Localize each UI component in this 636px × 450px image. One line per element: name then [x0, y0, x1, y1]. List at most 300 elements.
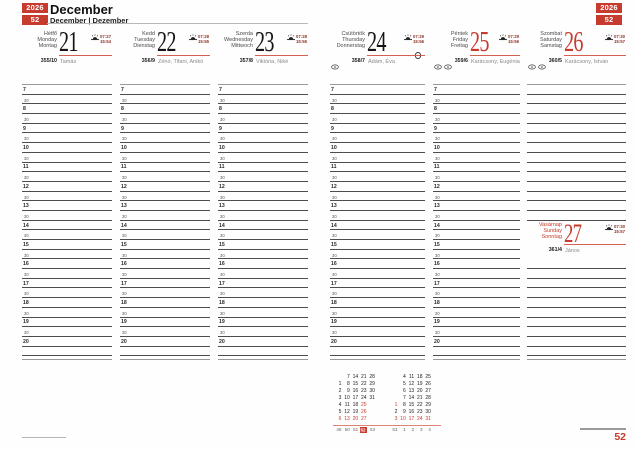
sunset-time: 15:56 [508, 39, 519, 44]
mini-cal-week: 53 [369, 427, 375, 433]
time-slot-line: 9 [120, 124, 210, 134]
day-underline [157, 55, 210, 56]
mini-cal-day: 25 [425, 374, 431, 380]
time-slot-line: 10 [120, 143, 210, 153]
mini-cal-day: 27 [361, 416, 367, 422]
time-slot-line: 30 [22, 192, 112, 202]
time-slot-line: 30 [330, 192, 425, 202]
time-slot-line: 19 [330, 318, 425, 328]
time-slot-line: 8 [218, 104, 308, 114]
time-slot-line: 8 [22, 104, 112, 114]
footer-rule-left [22, 437, 66, 438]
time-slot-line: 30 [120, 95, 210, 105]
mini-cal-day: 19 [416, 381, 423, 387]
time-slot-line: 18 [22, 298, 112, 308]
namedays: Karácsony, István [565, 58, 609, 65]
time-slot-line: 30 [22, 308, 112, 318]
time-slot-line: 30 [120, 133, 210, 143]
sun-times [91, 34, 112, 44]
mini-cal-day: 4 [402, 374, 406, 380]
time-slot-line: 30 [330, 269, 425, 279]
time-slot-line: 30 [120, 230, 210, 240]
week-number-label: 52 [22, 15, 48, 25]
day-column-22 [120, 28, 210, 366]
note-line [527, 85, 626, 95]
time-slot-line: 30 [218, 192, 308, 202]
year-label: 2026 [596, 3, 622, 13]
day-number: 24 [367, 27, 386, 58]
note-line [527, 143, 626, 153]
holiday-marker-icon [444, 64, 452, 70]
sun-times [189, 34, 210, 44]
time-slot-line: 30 [330, 95, 425, 105]
sunrise-time: 07:29 [508, 34, 519, 39]
time-slot-line: 30 [330, 133, 425, 143]
time-slot-line: 18 [218, 298, 308, 308]
sunset-icon [189, 34, 197, 41]
current-week-highlight: 52 [360, 427, 366, 433]
time-slot-line: 16 [218, 259, 308, 269]
time-slot-line: 30 [433, 95, 520, 105]
time-slot-line: 30 [218, 288, 308, 298]
mini-cal-day: 23 [416, 409, 423, 415]
mini-cal-day: 2 [394, 409, 398, 415]
mini-cal-day: 14 [352, 374, 359, 380]
time-slot-line: 30 [433, 327, 520, 337]
namedays: János [565, 247, 580, 254]
mini-cal-day: 5 [338, 409, 342, 415]
note-line [527, 201, 626, 211]
mini-cal-day: 24 [361, 395, 367, 401]
mini-cal-day: 18 [416, 374, 423, 380]
time-slot-line: 30 [22, 114, 112, 124]
holiday-marker-icon [434, 64, 442, 70]
time-slot-line: 16 [22, 259, 112, 269]
mini-cal-day: 12 [408, 381, 415, 387]
mini-cal-week [358, 428, 366, 433]
day-header-24 [330, 28, 425, 84]
mini-cal-day: 15 [408, 402, 415, 408]
mini-cal-week: 53 [392, 427, 398, 433]
mini-cal-day: 24 [416, 416, 423, 422]
namedays: Karácsony, Eugénia [471, 58, 520, 65]
mini-cal-day: 30 [369, 388, 375, 394]
time-slot-line: 11 [120, 163, 210, 173]
mini-cal-day: 13 [344, 416, 350, 422]
year-week-badge-left [22, 3, 48, 26]
month-subtitle: December | Dezember [50, 16, 129, 25]
note-line [527, 347, 626, 357]
time-slot-line: 9 [330, 124, 425, 134]
time-slot-line: 7 [22, 85, 112, 95]
hour-grid [433, 84, 520, 360]
time-slot-line: 30 [330, 153, 425, 163]
time-slot-line: 30 [433, 153, 520, 163]
time-slot-line: 30 [330, 288, 425, 298]
day-of-year: 358/7 [351, 57, 365, 64]
day-of-year: 361/4 [548, 246, 562, 253]
note-line [527, 104, 626, 114]
time-slot-line: 14 [120, 221, 210, 231]
day-names: Csütörtök Thursday Donnerstag [336, 31, 365, 49]
mini-cal-day: 27 [425, 388, 431, 394]
day-of-year: 356/9 [141, 57, 155, 64]
mini-cal-week: 1 [403, 427, 406, 433]
time-slot-line: 17 [218, 279, 308, 289]
note-line [527, 279, 626, 289]
sunset-time: 15:57 [614, 229, 625, 234]
time-slot-line: 30 [120, 250, 210, 260]
mini-cal-day: 26 [361, 409, 367, 415]
day-underline [564, 55, 626, 56]
time-slot-line: 12 [433, 182, 520, 192]
sunset-time: 15:57 [614, 39, 625, 44]
mini-cal-week: 2 [411, 427, 415, 433]
day-of-year: 357/8 [239, 57, 253, 64]
sunset-time: 15:55 [296, 39, 307, 44]
sunrise-time: 07:29 [413, 34, 424, 39]
day-underline [367, 55, 425, 56]
note-line [527, 153, 626, 163]
note-line [527, 327, 626, 337]
namedays: Ádám, Éva [368, 58, 395, 65]
time-slot-line: 20 [433, 337, 520, 347]
time-slot-line [330, 347, 425, 357]
time-slot-line: 30 [22, 95, 112, 105]
time-slot-line: 19 [22, 318, 112, 328]
time-slot-line: 8 [330, 104, 425, 114]
mini-cal-day: 6 [338, 416, 342, 422]
mini-cal-day: 15 [352, 381, 359, 387]
time-slot-line: 8 [433, 104, 520, 114]
time-slot-line: 18 [433, 298, 520, 308]
time-slot-line: 30 [120, 211, 210, 221]
day-number: 27 [564, 219, 582, 248]
time-slot-line: 14 [433, 221, 520, 231]
note-line [527, 114, 626, 124]
sunset-icon [91, 34, 99, 41]
hour-grid [120, 84, 210, 360]
time-slot-line: 30 [218, 269, 308, 279]
time-slot-line: 30 [433, 114, 520, 124]
time-slot-line: 30 [120, 114, 210, 124]
mini-cal-day: 21 [416, 395, 423, 401]
mini-cal-week: 50 [344, 427, 350, 433]
mini-cal-day: 28 [425, 395, 431, 401]
time-slot-line: 30 [22, 269, 112, 279]
time-slot-line: 30 [433, 308, 520, 318]
time-slot-line: 12 [218, 182, 308, 192]
mini-cal-day: 17 [352, 395, 359, 401]
time-slot-line: 20 [120, 337, 210, 347]
time-slot-line: 20 [218, 337, 308, 347]
day-header-26 [527, 28, 626, 84]
time-slot-line: 11 [22, 163, 112, 173]
sunday-header-block [527, 219, 626, 259]
mini-cal-day: 31 [369, 395, 375, 401]
time-slot-line [120, 347, 210, 357]
time-slot-line: 19 [218, 318, 308, 328]
note-line [527, 95, 626, 105]
time-slot-line: 30 [330, 327, 425, 337]
sunrise-time: 07:28 [296, 34, 307, 39]
time-slot-line: 30 [433, 211, 520, 221]
mini-cal-row [333, 395, 441, 402]
time-slot-line: 30 [433, 133, 520, 143]
time-slot-line: 15 [120, 240, 210, 250]
mini-cal-day: 18 [352, 402, 359, 408]
time-slot-line: 16 [433, 259, 520, 269]
time-slot-line: 7 [218, 85, 308, 95]
holiday-marker-icon [538, 64, 546, 70]
time-slot-line: 7 [433, 85, 520, 95]
mini-cal-day: 20 [352, 416, 359, 422]
time-slot-line: 13 [433, 201, 520, 211]
time-slot-line: 14 [330, 221, 425, 231]
mini-cal-day: 7 [347, 374, 350, 380]
sun-times [287, 34, 308, 44]
time-slot-line: 20 [330, 337, 425, 347]
time-slot-line: 13 [330, 201, 425, 211]
day-underline [564, 244, 626, 245]
mini-cal-day: 29 [425, 402, 431, 408]
mini-cal-day: 23 [361, 388, 367, 394]
note-line [527, 288, 626, 298]
day-number: 22 [157, 27, 176, 58]
mini-cal-day: 6 [402, 388, 406, 394]
time-slot-line: 16 [330, 259, 425, 269]
mini-cal-day: 7 [402, 395, 406, 401]
sunset-icon [605, 34, 613, 41]
mini-cal-day: 10 [344, 395, 350, 401]
note-line [527, 259, 626, 269]
sun-times [404, 34, 425, 44]
time-slot-line: 30 [120, 308, 210, 318]
mini-cal-day: 4 [338, 402, 342, 408]
time-slot-line: 30 [120, 269, 210, 279]
day-column-23 [218, 28, 308, 366]
note-line [527, 269, 626, 279]
day-number: 26 [564, 27, 583, 58]
mini-cal-day: 28 [369, 374, 375, 380]
note-line [527, 192, 626, 202]
mini-cal-day: 9 [347, 388, 350, 394]
time-slot-line: 30 [218, 172, 308, 182]
day-names: Hétfő Monday Montag [37, 31, 57, 49]
time-slot-line: 30 [120, 327, 210, 337]
holiday-markers [434, 64, 452, 70]
note-line [527, 298, 626, 308]
day-of-year: 359/6 [454, 57, 468, 64]
time-slot-line: 30 [330, 308, 425, 318]
time-slot-line: 10 [330, 143, 425, 153]
sunset-icon [404, 34, 412, 41]
day-of-year: 355/10 [40, 57, 57, 64]
time-slot-line: 30 [330, 230, 425, 240]
mini-cal-day: 19 [352, 409, 359, 415]
day-column-25 [433, 28, 520, 366]
mini-cal-day: 1 [394, 402, 398, 408]
time-slot-line: 30 [22, 172, 112, 182]
mini-cal-day: 25 [361, 402, 367, 408]
day-of-year: 360/5 [548, 57, 562, 64]
day-header-27 [527, 219, 626, 259]
time-slot-line [433, 347, 520, 357]
mini-cal-day: 21 [361, 374, 367, 380]
day-underline [59, 55, 112, 56]
day-underline [255, 55, 308, 56]
time-slot-line: 15 [218, 240, 308, 250]
mini-cal-row [333, 388, 441, 395]
mini-cal-day: 8 [347, 381, 350, 387]
header-rule [47, 23, 308, 24]
mini-cal-day: 29 [369, 381, 375, 387]
mini-cal-day: 11 [408, 374, 415, 380]
mini-cal-day: 9 [402, 409, 406, 415]
time-slot-line: 30 [433, 230, 520, 240]
time-slot-line: 30 [218, 308, 308, 318]
mini-cal-day: 13 [408, 388, 415, 394]
time-slot-line: 7 [120, 85, 210, 95]
mini-cal-week: 49 [336, 427, 342, 433]
time-slot-line: 19 [120, 318, 210, 328]
mini-cal-day: 11 [344, 402, 350, 408]
namedays: Zénó, Tifani, Anikó [158, 58, 204, 65]
mini-cal-row [333, 416, 441, 423]
time-slot-line [22, 347, 112, 357]
mini-cal-week: 4 [428, 427, 431, 433]
time-slot-line: 30 [433, 269, 520, 279]
mini-cal-day: 17 [408, 416, 415, 422]
namedays: Tamás [60, 58, 77, 65]
time-slot-line: 17 [330, 279, 425, 289]
mini-cal-day: 2 [338, 388, 342, 394]
time-slot-line: 30 [120, 288, 210, 298]
mini-cal-day: 8 [402, 402, 406, 408]
time-slot-line: 30 [218, 250, 308, 260]
day-names: Szombat Saturday Samstag [539, 31, 562, 49]
sunset-icon [605, 224, 613, 231]
page-number: 52 [614, 431, 626, 443]
time-slot-line: 14 [22, 221, 112, 231]
time-slot-line: 30 [330, 172, 425, 182]
mini-calendar [333, 374, 441, 434]
time-slot-line: 7 [330, 85, 425, 95]
time-slot-line: 30 [120, 192, 210, 202]
day-header-23 [218, 28, 308, 84]
time-slot-line: 18 [330, 298, 425, 308]
year-label: 2026 [22, 3, 48, 13]
time-slot-line: 12 [22, 182, 112, 192]
namedays: Viktória, Niké [256, 58, 289, 65]
time-slot-line: 13 [22, 201, 112, 211]
mini-cal-row [333, 381, 441, 388]
time-slot-line: 9 [22, 124, 112, 134]
mini-cal-day: 1 [338, 381, 342, 387]
time-slot-line: 30 [22, 211, 112, 221]
time-slot-line: 11 [433, 163, 520, 173]
day-names: Szerda Wednesday Mittwoch [224, 31, 253, 49]
note-line [527, 133, 626, 143]
sunset-icon [499, 34, 507, 41]
time-slot-line: 8 [120, 104, 210, 114]
sun-times [499, 34, 520, 44]
time-slot-line: 30 [330, 114, 425, 124]
time-slot-line: 16 [120, 259, 210, 269]
holiday-markers [331, 64, 339, 70]
time-slot-line: 30 [218, 327, 308, 337]
mini-cal-week: 51 [353, 427, 359, 433]
time-slot-line: 30 [22, 288, 112, 298]
sun-times [605, 224, 626, 234]
time-slot-line: 12 [330, 182, 425, 192]
mini-cal-day: 26 [425, 381, 431, 387]
day-header-21 [22, 28, 112, 84]
day-underline [470, 55, 520, 56]
hour-grid [218, 84, 308, 360]
mini-cal-day: 22 [361, 381, 367, 387]
day-number: 21 [59, 27, 78, 58]
time-slot-line: 30 [22, 153, 112, 163]
note-line [527, 308, 626, 318]
sunset-time: 15:56 [413, 39, 424, 44]
time-slot-line: 10 [22, 143, 112, 153]
time-slot-line: 30 [218, 153, 308, 163]
note-line [527, 172, 626, 182]
day-names: Vasárnap Sunday Sonntag [538, 222, 562, 240]
time-slot-line: 30 [330, 211, 425, 221]
time-slot-line: 30 [22, 230, 112, 240]
footer-rule-right [580, 428, 626, 430]
time-slot-line: 15 [330, 240, 425, 250]
sunset-time: 15:55 [198, 39, 209, 44]
sun-times [605, 34, 626, 44]
time-slot-line: 19 [433, 318, 520, 328]
mini-cal-day: 30 [425, 409, 431, 415]
sunrise-time: 07:28 [198, 34, 209, 39]
sunrise-time: 07:30 [614, 224, 625, 229]
time-slot-line: 30 [218, 211, 308, 221]
day-number: 25 [470, 27, 489, 58]
time-slot-line: 17 [433, 279, 520, 289]
time-slot-line: 10 [433, 143, 520, 153]
time-slot-line: 30 [218, 95, 308, 105]
note-line [527, 337, 626, 347]
month-title: December [50, 2, 113, 17]
time-slot-line [218, 347, 308, 357]
mini-cal-day: 12 [344, 409, 350, 415]
time-slot-line: 18 [120, 298, 210, 308]
day-column-26-27 [527, 28, 626, 366]
day-names: Péntek Friday Freitag [450, 31, 468, 49]
note-line [527, 182, 626, 192]
note-line [527, 124, 626, 134]
mini-cal-day: 31 [425, 416, 431, 422]
time-slot-line: 10 [218, 143, 308, 153]
time-slot-line: 15 [22, 240, 112, 250]
note-line [527, 318, 626, 328]
time-slot-line: 30 [218, 230, 308, 240]
day-header-25 [433, 28, 520, 84]
time-slot-line: 30 [330, 250, 425, 260]
time-slot-line: 11 [330, 163, 425, 173]
holiday-marker-icon [331, 64, 339, 70]
time-slot-line: 30 [22, 327, 112, 337]
mini-cal-day: 10 [400, 416, 406, 422]
mini-cal-week-numbers [333, 425, 441, 435]
time-slot-line: 30 [433, 192, 520, 202]
mini-cal-day: 16 [352, 388, 359, 394]
